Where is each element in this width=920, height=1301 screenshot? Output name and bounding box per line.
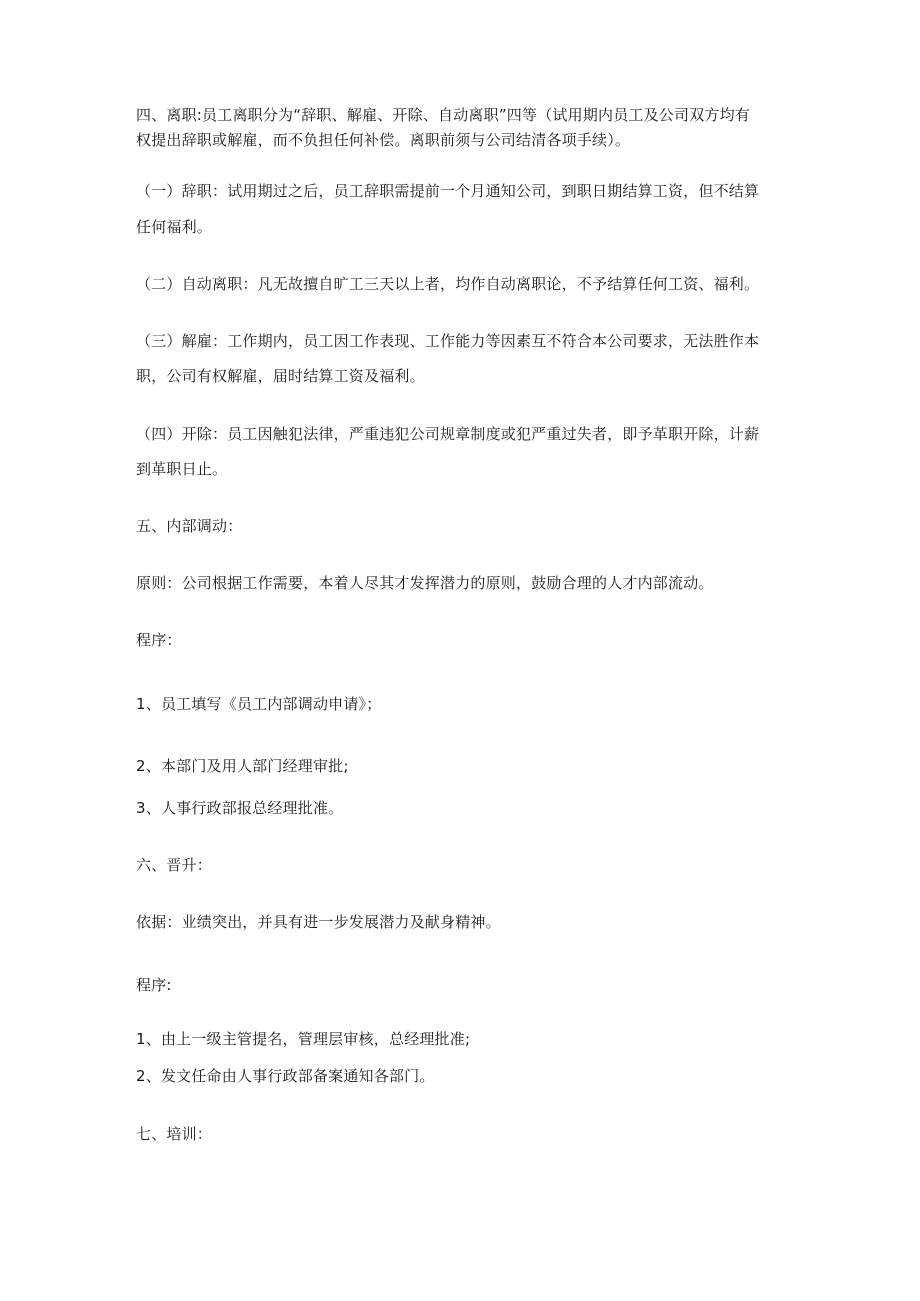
auto-leave-line-1: （二）自动离职：凡无故擅自旷工三天以上者，均作自动离职论，不予结算任何工资、福利。 [136, 275, 760, 293]
section-5-step-1: 1、员工填写《员工内部调动申请》； [136, 695, 382, 713]
expel-line-1: （四）开除：员工因触犯法律，严重违犯公司规章制度或犯严重过失者，即予革职开除，计薪 [136, 425, 760, 443]
section-5-principle: 原则：公司根据工作需要，本着人尽其才发挥潜力的原则，鼓励合理的人才内部流动。 [136, 574, 714, 592]
dismiss-line-1: （三）解雇：工作期内，员工因工作表现、工作能力等因素互不符合本公司要求，无法胜作本 [136, 332, 760, 350]
resign-line-1: （一）辞职：试用期过之后，员工辞职需提前一个月通知公司，到职日期结算工资，但不结算 [136, 182, 760, 200]
section-5-heading: 五、内部调动： [136, 517, 243, 535]
section-5-step-3: 3、人事行政部报总经理批准。 [136, 799, 344, 817]
section-4-line-2: 权提出辞职或解雇，而不负担任何补偿。离职前须与公司结清各项手续）。 [136, 131, 631, 149]
resign-line-2: 任何福利。 [136, 218, 213, 236]
dismiss-line-2: 职，公司有权解雇，届时结算工资及福利。 [136, 367, 425, 385]
section-6-procedure-label: 程序: [136, 976, 172, 994]
section-6-step-1: 1、由上一级主管提名，管理层审核，总经理批准; [136, 1030, 471, 1048]
expel-line-2: 到革职日止。 [136, 460, 228, 478]
section-4-line-1: 四、离职:员工离职分为“辞职、解雇、开除、自动离职”四等（试用期内员工及公司双方均有 [136, 106, 750, 124]
section-5-procedure-label: 程序： [136, 631, 182, 649]
section-6-step-2: 2、发文任命由人事行政部备案通知各部门。 [136, 1067, 435, 1085]
section-7-heading: 七、培训： [136, 1125, 213, 1143]
section-6-basis: 依据：业绩突出，并具有进一步发展潜力及献身精神。 [136, 913, 501, 931]
section-5-step-2: 2、本部门及用人部门经理审批; [136, 757, 349, 775]
section-6-heading: 六、晋升： [136, 856, 213, 874]
